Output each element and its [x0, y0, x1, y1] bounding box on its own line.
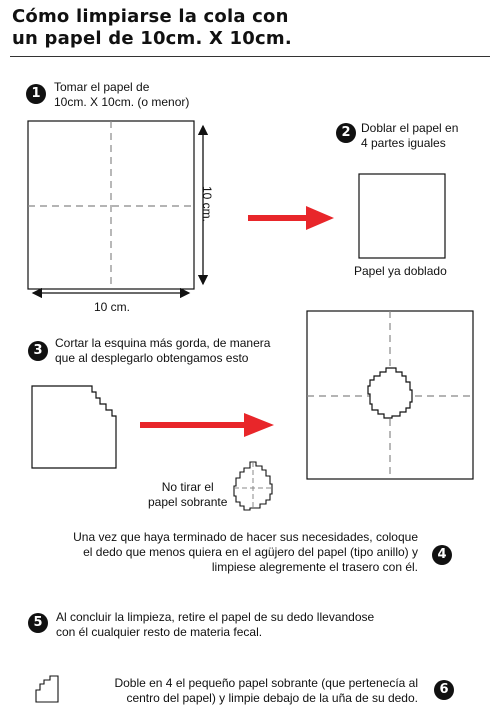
step-6-badge: 6	[434, 680, 454, 700]
height-dimension-label: 10 cm.	[200, 186, 214, 223]
step-6-text: Doble en 4 el pequeño papel sobrante (que pertenecía al centro del papel) y limpie debajo de la uña de su dedo.	[114, 676, 418, 705]
step-4-badge: 4	[432, 545, 452, 565]
step-1-badge: 1	[26, 84, 46, 104]
step-3-text: Cortar la esquina más gorda, de manera que al desplegarlo obtengamos esto	[55, 336, 271, 365]
width-dimension-label: 10 cm.	[94, 300, 131, 314]
full-paper-square	[28, 121, 194, 289]
cut-quarter-paper	[32, 386, 116, 468]
step-2-text: Doblar el papel en 4 partes iguales	[361, 121, 459, 150]
step-2-badge: 2	[336, 123, 356, 143]
leftover-keep-label: No tirar el papel sobrante	[148, 480, 228, 509]
step-4-text: Una vez que haya terminado de hacer sus necesidades, coloque el dedo que menos quiera en el agüjero del papel (tipo anillo) y limpiese alegremente el trasero con él.	[73, 530, 418, 574]
red-arrow-fold	[248, 206, 334, 230]
step-5-text: Al concluir la limpieza, retire el papel de su dedo llevandose con él cualquier resto de materia fecal.	[56, 610, 375, 639]
step-5-badge: 5	[28, 613, 48, 633]
step-1-text: Tomar el papel de 10cm. X 10cm. (o menor)	[54, 80, 190, 109]
unfolded-paper-with-hole	[307, 311, 473, 479]
title-line-1: Cómo limpiarse la cola con	[12, 6, 289, 27]
folded-paper-square	[359, 174, 445, 258]
folded-paper-label: Papel ya doblado	[354, 264, 447, 278]
red-arrow-unfold	[140, 413, 274, 437]
leftover-paper-piece	[234, 462, 272, 510]
title-line-2: un papel de 10cm. X 10cm.	[12, 28, 292, 49]
small-folded-leftover	[36, 676, 58, 702]
step-3-badge: 3	[28, 341, 48, 361]
